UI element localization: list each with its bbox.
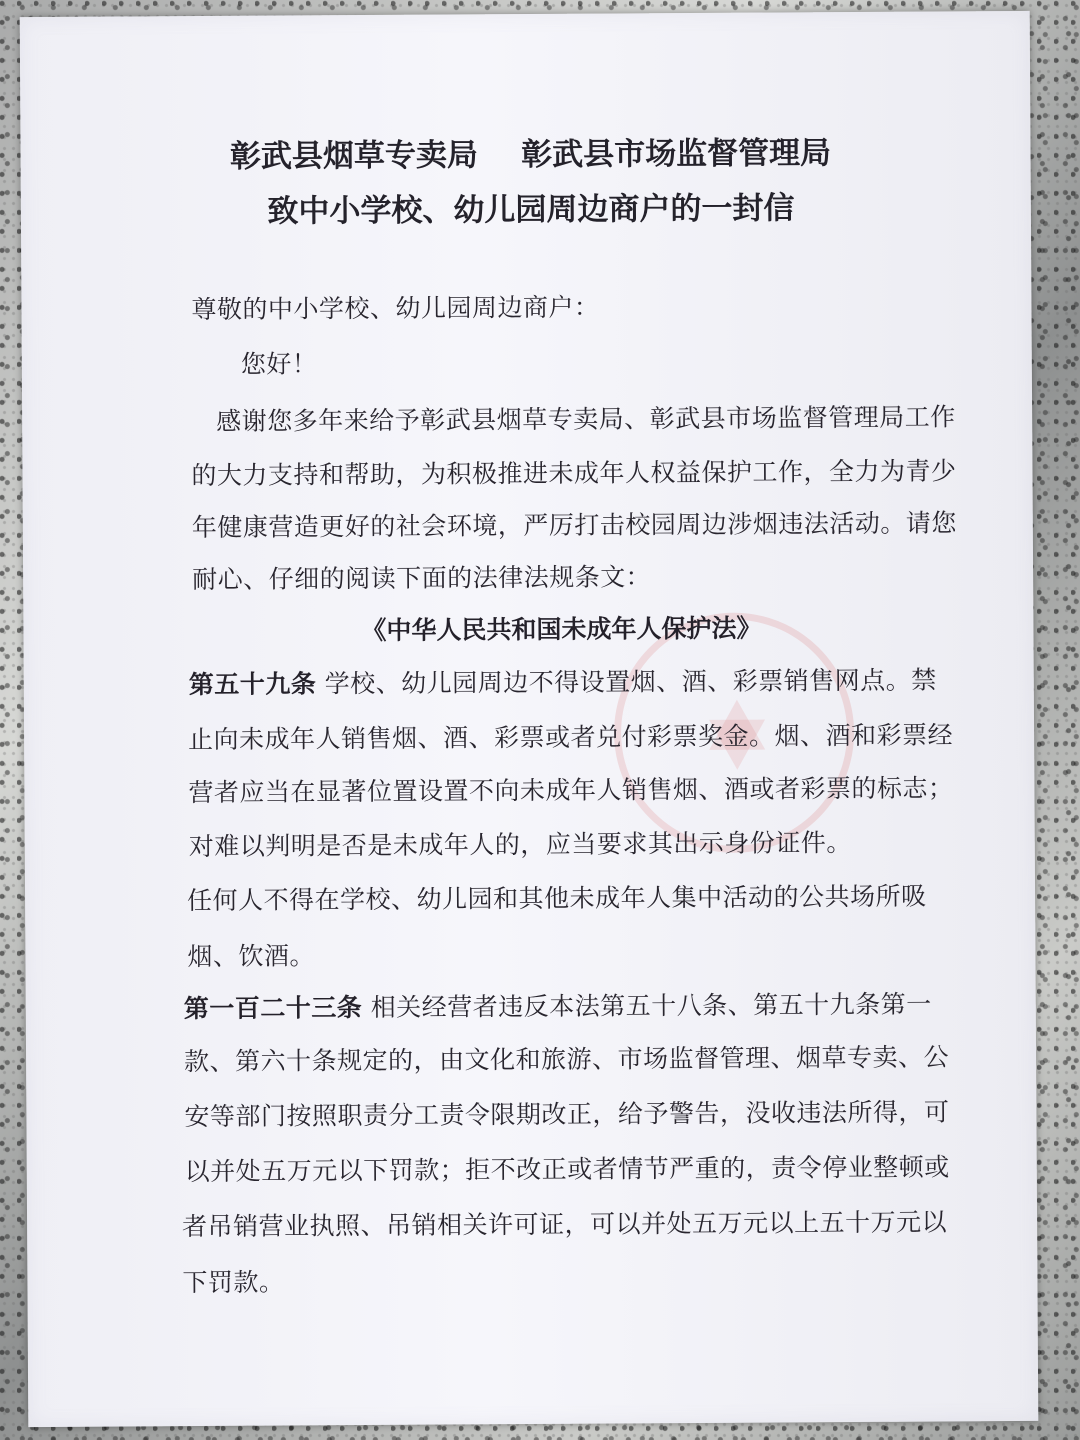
article-123-line-1: [183, 989, 932, 1024]
salutation: 尊敬的中小学校、幼儿园周边商户：: [191, 292, 600, 325]
article-59-line-1: [188, 665, 937, 700]
article-59-line-3: 营者应当在显著位置设置不向未成年人销售烟、酒或者彩票的标志；: [188, 773, 954, 808]
article-59-line-2: 止向未成年人销售烟、酒、彩票或者兑付彩票奖金。烟、酒和彩票经: [188, 720, 954, 755]
letter-paper: [20, 11, 1039, 1427]
article-123-line-6: 下罚款。: [182, 1267, 285, 1298]
article-123-line-3: 安等部门按照职责分工责令限期改正，给予警告，没收违法所得，可: [184, 1097, 950, 1132]
article-59-line-4: 对难以判明是否是未成年人的，应当要求其出示身份证件。: [188, 828, 852, 862]
intro-line-4: 耐心、仔细的阅读下面的法律法规条文：: [192, 562, 652, 595]
law-title: 《中华人民共和国未成年人保护法》: [361, 613, 762, 646]
article-59-label: 第五十九条: [188, 669, 317, 700]
article-123-text-1: 相关经营者违反本法第五十八条、第五十九条第一: [362, 989, 932, 1023]
letter-title-line-2: 致中小学校、幼儿园周边商户的一封信: [267, 190, 795, 230]
article-123-line-4: 以并处五万元以下罚款；拒不改正或者情节严重的，责令停业整顿或: [184, 1152, 950, 1187]
intro-line-3: 年健康营造更好的社会环境，严厉打击校园周边涉烟违法活动。请您: [191, 508, 957, 543]
article-59-line-6: 烟、饮酒。: [187, 941, 316, 972]
letter-title-line-1: 彰武县烟草专卖局 彰武县市场监督管理局: [229, 135, 832, 175]
article-123-label: 第一百二十三条: [183, 993, 363, 1024]
greeting: 您好！: [240, 349, 318, 379]
intro-line-1: 感谢您多年来给予彰武县烟草专卖局、彰武县市场监督管理局工作: [216, 402, 956, 436]
article-59-line-5: 任何人不得在学校、幼儿园和其他未成年人集中活动的公共场所吸: [187, 881, 927, 916]
article-59-text-1: 学校、幼儿园周边不得设置烟、酒、彩票销售网点。禁: [316, 665, 937, 699]
article-123-line-2: 款、第六十条规定的，由文化和旅游、市场监督管理、烟草专卖、公: [183, 1042, 950, 1077]
article-123-line-5: 者吊销营业执照、吊销相关许可证，可以并处五万元以上五十万元以: [182, 1207, 948, 1242]
intro-line-2: 的大力支持和帮助，为积极推进未成年人权益保护工作，全力为青少: [191, 456, 957, 491]
